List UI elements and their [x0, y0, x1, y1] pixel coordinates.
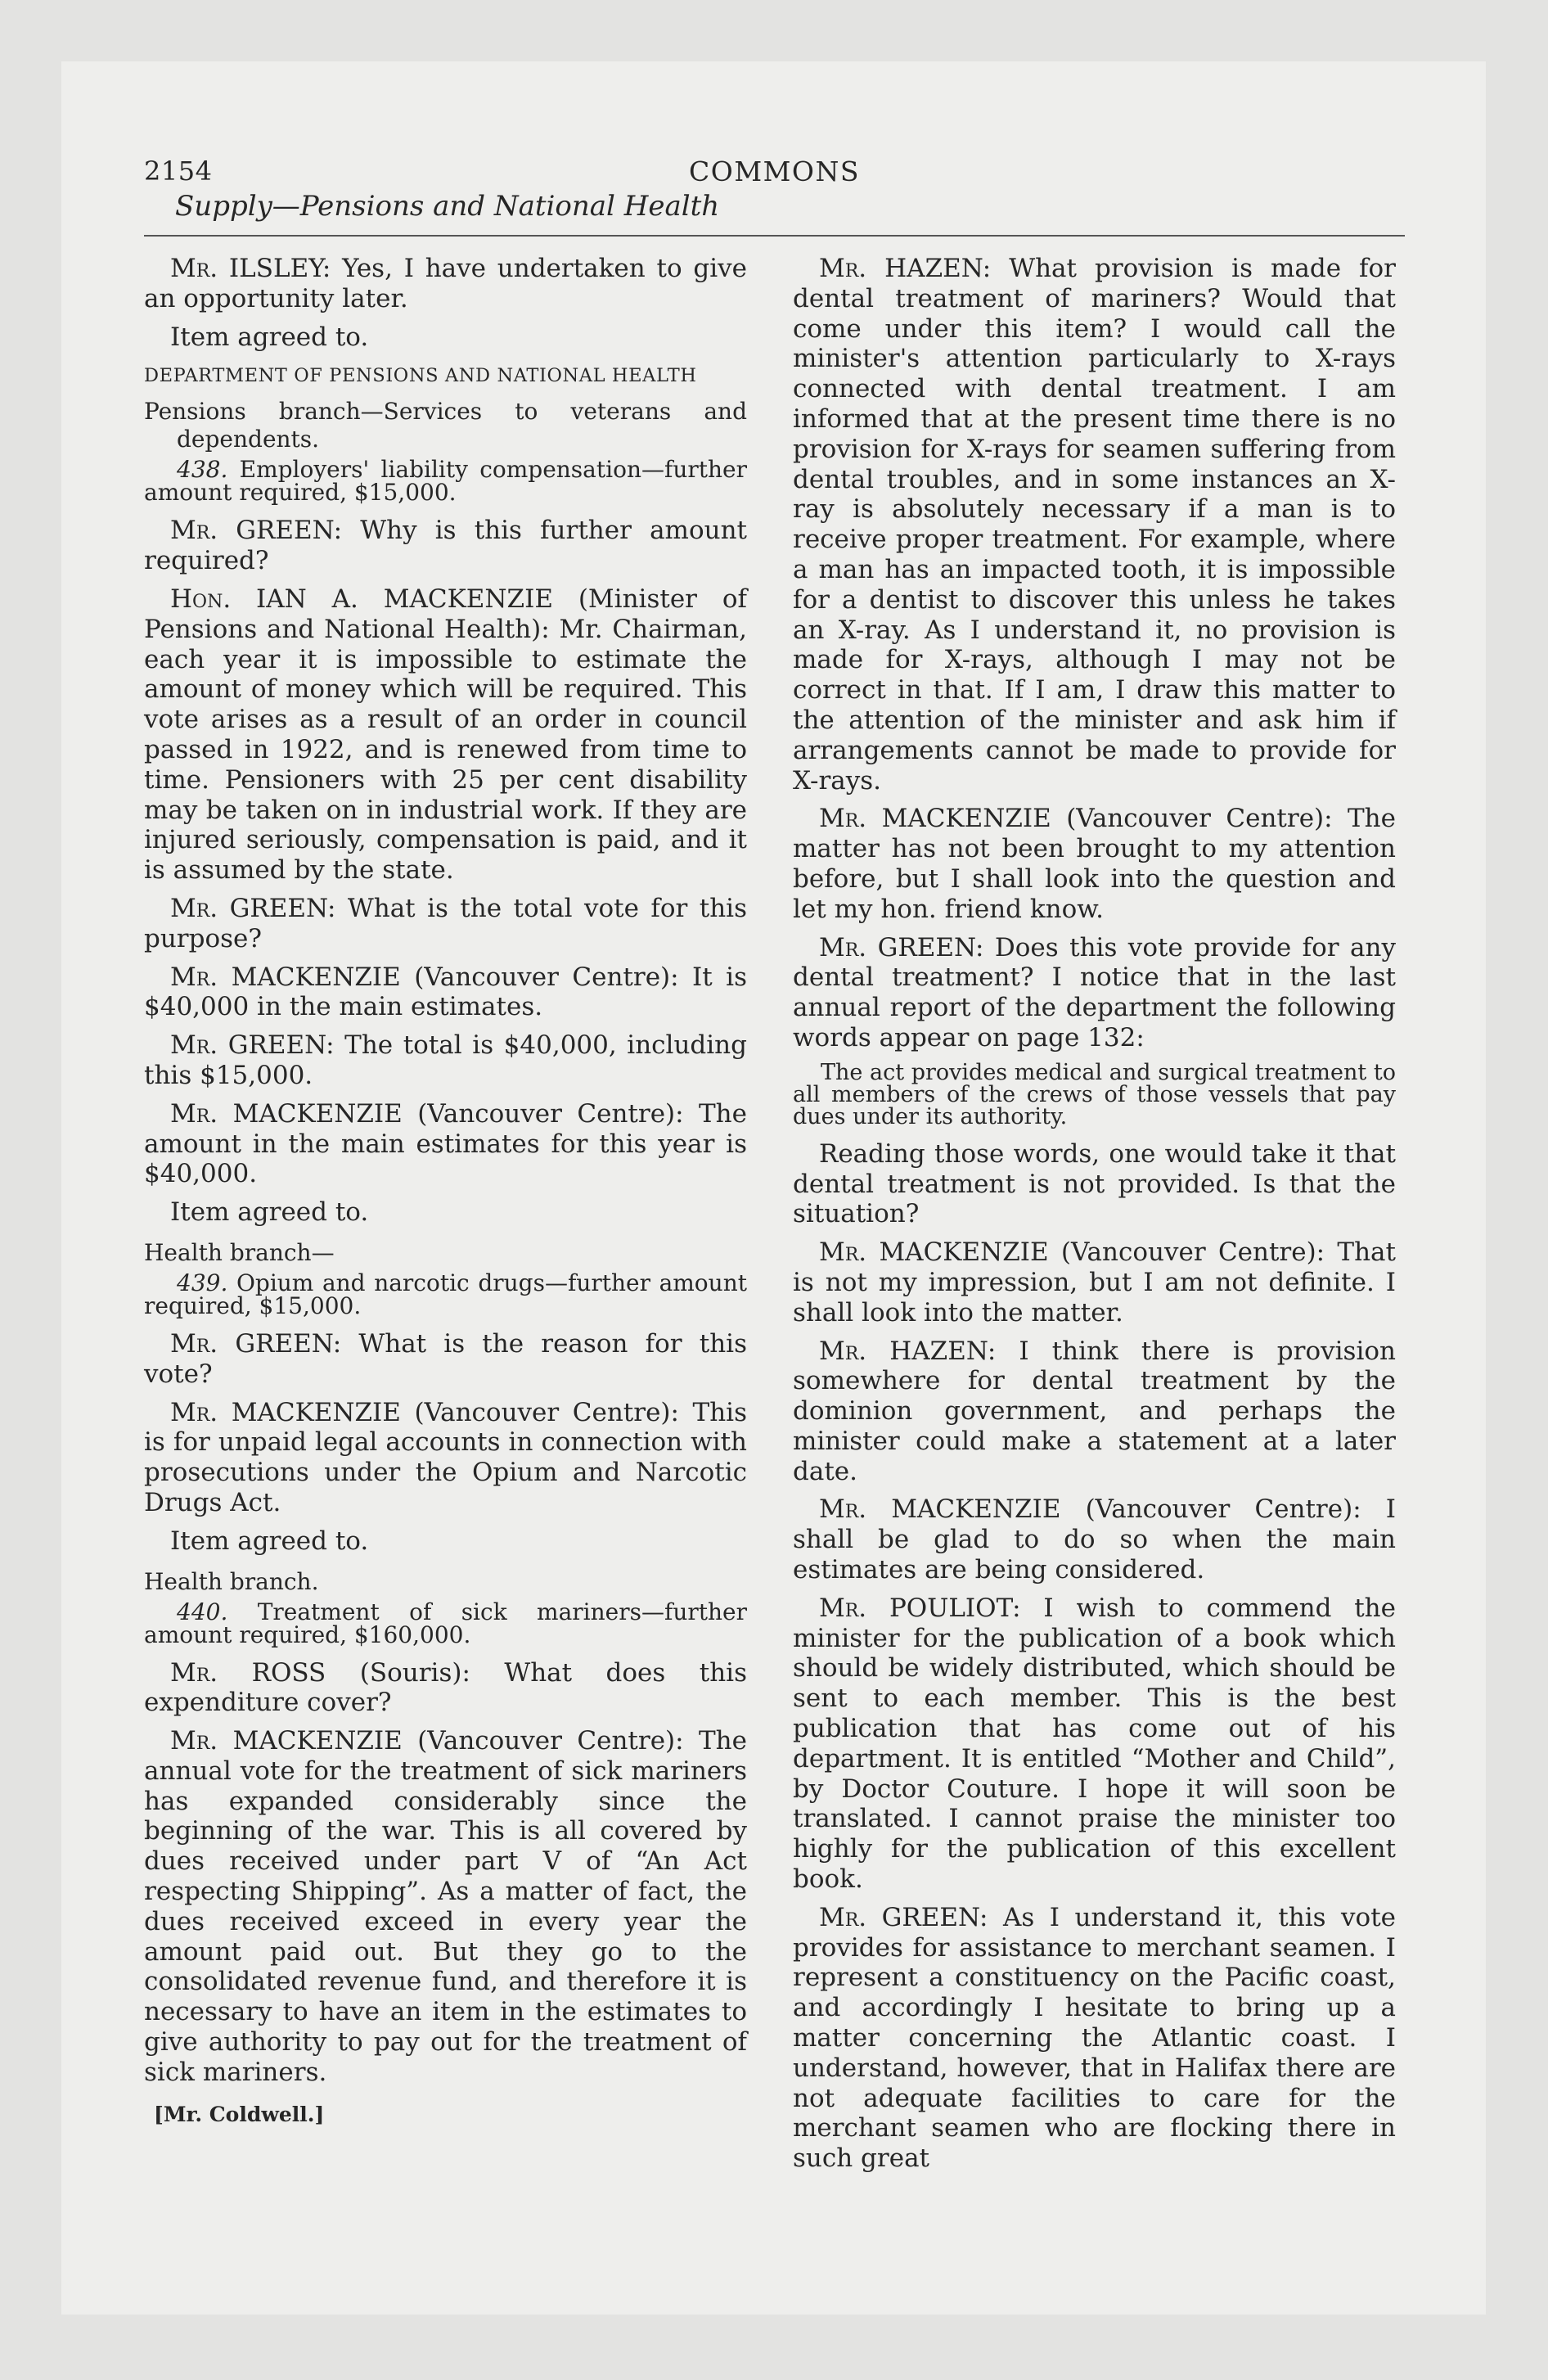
speech-text: What provision is made for dental treatment of mariners? Would that come under this item? I would call the minister's attention particularly to X-rays connected with dental treatment. I am informed that at the present time there is no provision for X-rays for seamen suffering from dental troubles, and in some instances an X-ray is absolutely necessary if a man is to receive proper treatment. For example, where a man has an impacted tooth, it is impossible for a dentist to discover this unless he takes an X-ray. As I understand it, no provision is made for X-rays, although I may not be correct in that. If I am, I draw this matter to the attention of the minister and ask him if arrangements cannot be made to provide for X-rays.: [793, 254, 1396, 796]
speaker-name: Mr. GREEN:: [170, 516, 343, 546]
speaker-name: Mr. MACKENZIE: [170, 1726, 403, 1756]
speech-text: (Minister of Pensions and National Health): Mr. Chairman, each year it is impossible to estimate the amount of money which will be required. This vote arises as a result of an order in council passed in 1922, and is renewed from time to time. Pensioners with 25 per cent disability may be taken on in industrial work. If they are injured seriously, compensation is paid, and it is assumed by the state.: [144, 584, 747, 886]
item-text: Treatment of sick mariners—further amount required, $160,000.: [144, 1598, 748, 1648]
speech-paragraph: [144, 1726, 747, 2088]
item-agreed: Item agreed to.: [170, 1526, 369, 1556]
item-agreed: Item agreed to.: [170, 1197, 369, 1228]
speech-paragraph: [144, 516, 747, 576]
speech-paragraph: [793, 1593, 1396, 1895]
speech-text: Yes, I have undertaken to give an opportunity later.: [144, 254, 747, 313]
right-column: [793, 254, 1396, 2182]
speech-paragraph: [144, 1030, 747, 1091]
speech-paragraph: [144, 894, 747, 954]
speech-paragraph: [793, 804, 1396, 924]
speech-paragraph: [793, 1494, 1396, 1584]
speech-text: As I understand it, this vote provides for assistance to merchant seamen. I represent a constituency on the Pacific coast, and accordingly I hesitate to bring up a matter concerning the Atlantic coast. I understand, however, that in Halifax there are not adequate facilities to care for the merchant seamen who are flocking there in such great: [793, 1902, 1397, 2174]
department-heading: DEPARTMENT OF PENSIONS AND NATIONAL HEALTH: [144, 365, 697, 387]
speech-paragraph: [793, 1336, 1396, 1487]
left-column: [144, 254, 747, 2126]
speech-text: What is the reason for this vote?: [144, 1328, 748, 1389]
header-rule: [144, 235, 1405, 237]
section-heading: Supply—Pensions and National Health: [175, 190, 720, 223]
speaker-name: Mr. GREEN:: [819, 1902, 988, 1932]
speech-paragraph: [793, 254, 1396, 796]
speech-text: (Vancouver Centre): I shall be glad to do so when the main estimates are being considered.: [793, 1494, 1396, 1585]
speaker-name: Hon. IAN A. MACKENZIE: [170, 584, 553, 614]
estimate-item: [144, 456, 747, 507]
speaker-name: Mr. ILSLEY:: [170, 254, 331, 283]
speech-paragraph: [793, 1903, 1396, 2174]
speech-paragraph: [144, 1329, 747, 1390]
speaker-name: Mr. HAZEN:: [819, 1336, 997, 1366]
running-head: [144, 156, 1405, 246]
speech-text: I think there is provision somewhere for dental treatment by the dominion government, and perhaps the minister could make a statement at a later date.: [793, 1336, 1396, 1486]
speaker-name: Mr. POULIOT:: [819, 1593, 1021, 1623]
speaker-name: Mr. GREEN:: [170, 1328, 342, 1359]
item-number: 439.: [177, 1269, 228, 1296]
item-text: Employers' liability compensation—further amount required, $15,000.: [144, 456, 747, 507]
speaker-name: Mr. ROSS: [170, 1657, 326, 1688]
speech-paragraph: [793, 1237, 1396, 1327]
item-number: 440.: [177, 1598, 228, 1625]
speaker-name: Mr. MACKENZIE: [819, 1237, 1049, 1268]
speech-text: (Vancouver Centre): The amount in the main estimates for this year is $40,000.: [144, 1098, 747, 1189]
speaker-name: Mr. MACKENZIE: [170, 962, 401, 992]
item-text: Opium and narcotic drugs—further amount required, $15,000.: [144, 1269, 747, 1319]
item-number: 438.: [177, 456, 228, 484]
speaker-name: Mr. MACKENZIE: [170, 1098, 403, 1129]
speech-text: The total is $40,000, including this $15,000.: [144, 1030, 747, 1090]
continuation-paragraph: Reading those words, one would take it that dental treatment is not provided. Is that the situation?: [793, 1138, 1396, 1229]
speech-text: (Souris): What does this expenditure cover?: [144, 1657, 748, 1718]
speech-text: What is the total vote for this purpose?: [144, 893, 748, 953]
speech-text: (Vancouver Centre): It is $40,000 in the main estimates.: [144, 962, 747, 1022]
speech-text: Why is this further amount required?: [144, 516, 747, 576]
speech-text: I wish to commend the minister for the publication of a book which should be widely distributed, which should be sent to each member. This is the best publication that has come out of his department. It is entitled “Mother and Child”, by Doctor Couture. I hope it will soon be translated. I cannot praise the minister too highly for the publication of this excellent book.: [793, 1593, 1396, 1895]
estimate-item: [144, 1269, 747, 1319]
branch-label: Health branch—: [144, 1238, 335, 1266]
speaker-name: Mr. MACKENZIE: [170, 1397, 401, 1427]
speech-text: (Vancouver Centre): That is not my impression, but I am not definite. I shall look into the matter.: [793, 1237, 1396, 1327]
branch-label: Pensions branch—Services to veterans and dependents.: [144, 398, 747, 453]
speech-paragraph: [144, 1099, 747, 1189]
hansard-page: [61, 61, 1486, 2315]
item-agreed: Item agreed to.: [170, 322, 369, 352]
speech-paragraph: [144, 584, 747, 886]
speaker-name: Mr. GREEN:: [819, 932, 984, 962]
running-title: COMMONS: [689, 156, 860, 187]
speech-paragraph: [144, 962, 747, 1023]
speech-paragraph: [144, 1658, 747, 1719]
speaker-name: Mr. GREEN:: [170, 893, 336, 923]
speech-text: (Vancouver Centre): The matter has not been brought to my attention before, but I shall look into the question and let my hon. friend know.: [793, 804, 1396, 924]
branch-label: Health branch.: [144, 1567, 319, 1595]
speaker-name: Mr. MACKENZIE: [819, 1494, 1061, 1525]
speaker-name: Mr. MACKENZIE: [819, 804, 1051, 834]
page-number: 2154: [144, 156, 213, 187]
speaker-name: Mr. HAZEN:: [819, 254, 992, 283]
speech-text: Does this vote provide for any dental treatment? I notice that in the last annual report of the department the following words appear on page 132:: [793, 932, 1396, 1053]
estimate-item: [144, 1598, 748, 1648]
page-content: [144, 156, 1405, 2283]
speaker-reference: [Mr. Coldwell.]: [154, 2102, 325, 2126]
speech-paragraph: [793, 933, 1396, 1053]
speech-text: (Vancouver Centre): This is for unpaid legal accounts in connection with prosecutions under the Opium and Narcotic Drugs Act.: [144, 1397, 747, 1517]
speaker-name: Mr. GREEN:: [170, 1030, 335, 1061]
speech-paragraph: [144, 1398, 747, 1518]
speech-text: (Vancouver Centre): The annual vote for the treatment of sick mariners has expanded considerably since the beginning of the war. This is all covered by dues received under part V of “An Act respecting Shipping”. As a matter of fact, the dues received exceed in every year the amount paid out. But they go to the consolidated revenue fund, and therefore it is necessary to have an item in the estimates to give authority to pay out for the treatment of sick mariners.: [144, 1726, 747, 2087]
block-quote: The act provides medical and surgical treatment to all members of the crews of those vessels that pay dues under its authority.: [793, 1059, 1396, 1129]
speech-paragraph: [144, 254, 747, 314]
text-columns: [144, 254, 1405, 2283]
